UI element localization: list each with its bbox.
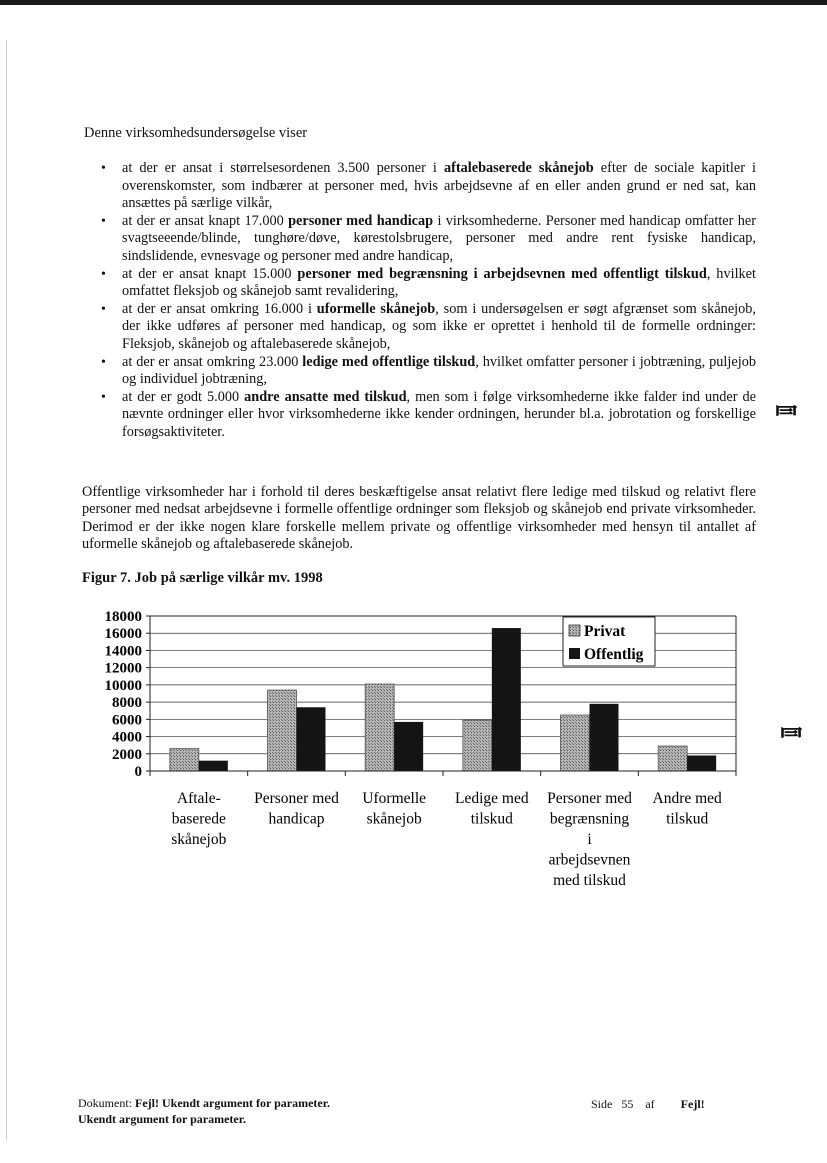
af-label: af bbox=[645, 1097, 655, 1111]
x-tick-label: skånejob bbox=[171, 831, 227, 848]
bar-offentlig bbox=[297, 707, 326, 771]
y-tick-label: 18000 bbox=[104, 609, 142, 625]
x-tick-label: Andre med bbox=[652, 790, 722, 807]
page-total-error: Fejl! bbox=[680, 1097, 705, 1111]
page-number: 55 bbox=[621, 1097, 634, 1111]
x-tick-label: Personer med bbox=[547, 790, 632, 807]
list-item: • at der er ansat knapt 15.000 personer med begrænsning i arbejdsevnen med offentligt tilskud, hvilket omfattet fleksjob og skånejob samt revalidering, bbox=[84, 266, 756, 301]
bar-privat bbox=[365, 684, 394, 771]
bar-offentlig bbox=[492, 628, 521, 771]
legend-label-privat: Privat bbox=[584, 623, 626, 640]
y-tick-label: 14000 bbox=[104, 643, 142, 660]
bar-privat bbox=[268, 690, 297, 771]
findings-list bbox=[84, 160, 756, 442]
y-tick-label: 4000 bbox=[112, 729, 142, 746]
y-tick-label: 2000 bbox=[112, 746, 142, 763]
intro-text: Denne virksomhedsundersøgelse viser bbox=[84, 125, 308, 141]
scan-edge-line bbox=[6, 40, 7, 1140]
bar-offentlig bbox=[199, 761, 228, 771]
x-tick-label: Personer med bbox=[254, 790, 339, 807]
doc-error: Fejl! Ukendt argument for parameter. bbox=[135, 1096, 330, 1110]
bar-offentlig bbox=[687, 756, 716, 772]
list-item: • at der er ansat i størrelsesordenen 3.500 personer i aftalebaserede skånejob efter de sociale kapitler i overenskomster, som indbærer at personer med, hvis arbejdsevne af en eller anden grund er ned sat, kan ansættes på særlige vilkår, bbox=[84, 160, 756, 213]
x-tick-label: Ledige med bbox=[455, 790, 529, 807]
body-paragraph: Offentlige virksomheder har i forhold til deres beskæftigelse ansat relativt flere ledige med tilskud og relativt flere personer med nedsat arbejdsevne i formelle offentlige ordninger som fleksjob og skånejob end private virksomheder. Derimod er der ikke nogen klare forskelle mellem private og offentlige virksomheder med hensyn til antallet af uformelle skånejob og aftalebaserede skånejob. bbox=[82, 484, 756, 553]
bar-privat bbox=[658, 746, 687, 771]
doc-label: Dokument: bbox=[78, 1096, 135, 1110]
document-footer bbox=[78, 1095, 330, 1127]
list-item: • at der er ansat knapt 17.000 personer med handicap i virksomhederne. Personer med handicap omfatter her svagtseeende/blinde, tunghøre/døve, kørestolsbrugere, personer med andre rent fysiske handicap, sindslidende, evnesvage og personer med andre handicap, bbox=[84, 213, 756, 266]
legend-label-offentlig: Offentlig bbox=[584, 646, 644, 663]
list-item: • at der er ansat omkring 16.000 i uformelle skånejob, som i undersøgelsen er søgt afgrænset som skånejob, der ikke udføres af personer med handicap, og som ikke er oprettet i henhold til de formelle ordninger: Fleksjob, skånejob og aftalebaserede skånejob, bbox=[84, 301, 756, 354]
page-number-footer bbox=[591, 1097, 705, 1112]
x-tick-label: begrænsning bbox=[549, 810, 630, 828]
bar-offentlig bbox=[394, 722, 423, 771]
x-tick-label: Aftale- bbox=[176, 790, 221, 807]
x-tick-label: skånejob bbox=[366, 810, 422, 828]
bar-offentlig bbox=[590, 704, 619, 771]
bar-privat bbox=[170, 749, 199, 771]
x-tick-label: handicap bbox=[268, 810, 325, 828]
figure-title: Figur 7. Job på særlige vilkår mv. 1998 bbox=[82, 570, 323, 586]
doc-error-continued: Ukendt argument for parameter. bbox=[78, 1112, 246, 1126]
x-tick-label: arbejdsevnen bbox=[548, 851, 631, 869]
x-tick-label: tilskud bbox=[666, 810, 709, 828]
x-tick-label: baserede bbox=[171, 810, 226, 828]
x-tick-label: med tilskud bbox=[553, 872, 626, 889]
y-tick-label: 0 bbox=[134, 764, 142, 780]
bar-privat bbox=[561, 715, 590, 771]
x-tick-label: i bbox=[587, 831, 592, 848]
y-tick-label: 10000 bbox=[104, 677, 142, 694]
y-tick-label: 6000 bbox=[112, 712, 142, 729]
bar-chart bbox=[84, 600, 764, 900]
y-tick-label: 16000 bbox=[104, 626, 142, 643]
list-item: • at der er godt 5.000 andre ansatte med tilskud, men som i følge virksomhederne ikke falder ind under de nævnte ordninger eller hvor virksomhederne ikke kender ordningen, herunder bl.a. jobrotation og forskellige forsøgsaktiviteter. bbox=[84, 389, 756, 442]
legend-swatch-offentlig bbox=[569, 648, 580, 659]
list-item: • at der er ansat omkring 23.000 ledige med offentlige tilskud, hvilket omfatter personer i jobtræning, puljejob og individuel jobtræning, bbox=[84, 354, 756, 389]
top-border bbox=[0, 0, 827, 5]
y-tick-label: 12000 bbox=[104, 660, 142, 677]
y-tick-label: 8000 bbox=[112, 695, 142, 712]
scan-mark: ⺜ bbox=[778, 726, 805, 755]
side-label: Side bbox=[591, 1097, 613, 1111]
legend-swatch-privat bbox=[569, 625, 580, 636]
x-tick-label: Uformelle bbox=[362, 790, 427, 807]
scan-mark: ⺜ bbox=[773, 404, 800, 433]
bar-privat bbox=[463, 720, 492, 771]
x-tick-label: tilskud bbox=[470, 810, 513, 828]
